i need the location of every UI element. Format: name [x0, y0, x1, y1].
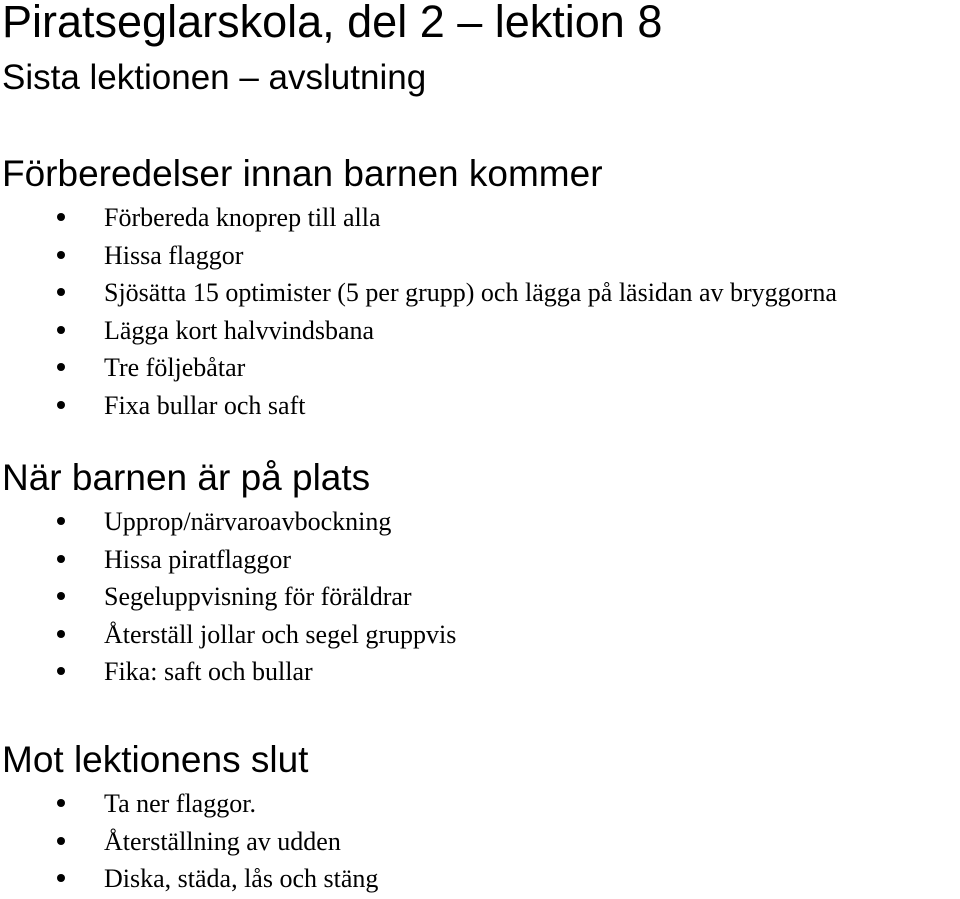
- list-item-text: Hissa flaggor: [104, 240, 244, 270]
- bullet-icon: [57, 837, 65, 845]
- bullet-icon: [57, 326, 65, 334]
- list-item-text: Ta ner flaggor.: [104, 789, 256, 818]
- list-item-text: Tre följebåtar: [104, 353, 246, 382]
- list-item-text: Fixa bullar och saft: [104, 390, 306, 420]
- list-item-text: Fika: saft och bullar: [104, 657, 313, 686]
- bullet-icon: [57, 251, 65, 259]
- bullet-icon: [57, 288, 65, 296]
- bullet-icon: [57, 517, 65, 525]
- section-heading-preparations: Förberedelser innan barnen kommer: [2, 153, 603, 194]
- bullet-icon: [57, 555, 65, 563]
- bullet-icon: [57, 213, 65, 221]
- list-item-text: Återställning av udden: [104, 826, 341, 856]
- list-item-text: Förbereda knoprep till alla: [104, 203, 381, 232]
- page-subtitle: Sista lektionen – avslutning: [2, 58, 427, 97]
- bullet-icon: [57, 667, 65, 675]
- list-item-text: Hissa piratflaggor: [104, 544, 292, 574]
- list-item-text: Upprop/närvaroavbockning: [104, 507, 392, 536]
- bullet-icon: [57, 592, 65, 600]
- section-heading-on-arrival: När barnen är på plats: [2, 457, 371, 498]
- list-item-text: Segeluppvisning för föräldrar: [104, 582, 412, 611]
- page-title: Piratseglarskola, del 2 – lektion 8: [2, 0, 663, 47]
- bullet-icon: [57, 874, 65, 882]
- bullet-icon: [57, 401, 65, 409]
- section-heading-end-of-lesson: Mot lektionens slut: [2, 739, 309, 780]
- bullet-icon: [57, 630, 65, 638]
- bullet-icon: [57, 799, 65, 807]
- list-item-text: Sjösätta 15 optimister (5 per grupp) och lägga på läsidan av bryggorna: [104, 278, 837, 307]
- list-item-text: Diska, städa, lås och stäng: [104, 864, 379, 893]
- list-item-text: Lägga kort halvvindsbana: [104, 315, 375, 345]
- list-item-text: Återställ jollar och segel gruppvis: [104, 619, 457, 649]
- bullet-icon: [57, 363, 65, 371]
